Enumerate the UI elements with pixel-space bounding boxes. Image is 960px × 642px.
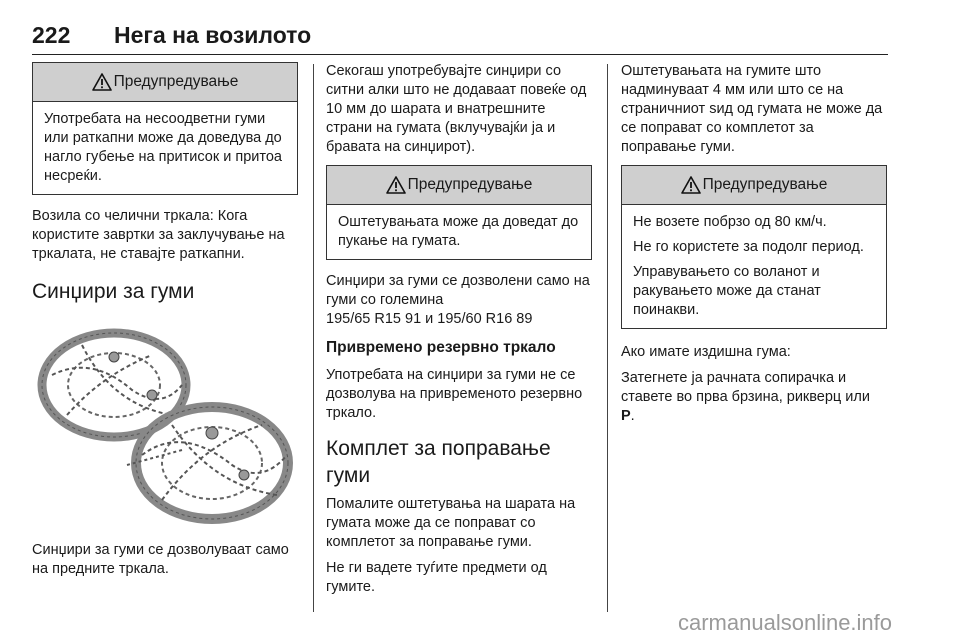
column-divider	[607, 64, 608, 612]
warning-body	[33, 102, 297, 194]
column-3	[621, 62, 887, 433]
tire-sizes: 195/65 R15 91 и 195/60 R16 89	[326, 311, 533, 327]
paragraph	[621, 369, 887, 426]
column-divider	[313, 64, 314, 612]
warning-box	[326, 165, 592, 260]
page-number: 222	[32, 22, 71, 48]
paragraph-text: Затегнете ја рачната сопирачка и ставете во прва брзина, рикверц или	[621, 370, 870, 405]
warning-text: Оштетувањата може да доведат до пукање на гумата.	[338, 214, 579, 249]
warning-header	[327, 166, 591, 205]
warning-header	[33, 63, 297, 102]
paragraph: Возила со челични тркала: Кога користите завртки за заклучување на тркалата, не ставајте раткапни.	[32, 208, 285, 262]
warning-text: Употребата на несоодветни гуми или раткапни може да доведува до нагло губење на притисок и притоа несреќи.	[44, 111, 282, 184]
warning-text: Не го користете за подолг период.	[633, 239, 864, 255]
warning-text: Не возете побрзо од 80 км/ч.	[633, 214, 827, 230]
chapter-title: Нега на возилото	[114, 22, 312, 48]
section-title: Синџири за гуми	[32, 280, 195, 303]
warning-title: Предупредување	[407, 176, 533, 193]
tire-chains-image	[32, 315, 298, 531]
warning-triangle-icon	[681, 176, 701, 194]
paragraph: Оштетувањата на гумите што надминуваат 4 мм или што се на страничниот ѕид од гумата не може да се поправат со комплетот за поправање гуми.	[621, 63, 883, 155]
page-header	[32, 14, 888, 55]
warning-triangle-icon	[92, 73, 112, 91]
warning-body	[327, 205, 591, 259]
paragraph-line: Синџири за гуми се дозволени само на гуми со големина	[326, 273, 590, 308]
gear-p-label: P	[621, 408, 631, 424]
tire-chains-illustration	[32, 315, 298, 531]
warning-box	[621, 165, 887, 329]
subheading: Привремено резервно тркало	[326, 339, 556, 356]
paragraph: Секогаш употребувајте синџири со ситни алки што не додаваат повеќе од 10 мм до шарата и внатрешните страни на гумата (вклучувајќи ја и бравата на синџирот).	[326, 63, 587, 155]
warning-text: Управувањето со воланот и ракувањето може да станат поинакви.	[633, 264, 821, 318]
warning-title: Предупредување	[702, 176, 828, 193]
warning-body	[622, 205, 886, 328]
column-2	[326, 62, 592, 604]
column-1	[32, 62, 298, 586]
warning-title: Предупредување	[113, 73, 239, 90]
warning-header	[622, 166, 886, 205]
watermark: carmanualsonline.info	[678, 610, 893, 635]
paragraph: Употребата на синџири за гуми не се дозволува на привременото резервно тркало.	[326, 367, 583, 421]
figure-caption: Синџири за гуми се дозволуваат само на предните тркала.	[32, 542, 289, 577]
warning-triangle-icon	[386, 176, 406, 194]
paragraph	[326, 272, 592, 329]
paragraph: Не ги вадете туѓите предмети од гумите.	[326, 560, 547, 595]
paragraph-end: .	[630, 408, 635, 424]
paragraph: Помалите оштетувања на шарата на гумата може да се поправат со комплетот за поправање гуми.	[326, 496, 576, 550]
paragraph: Ако имате издишна гума:	[621, 344, 791, 360]
section-title: Комплет за поправање гуми	[326, 437, 551, 487]
warning-box	[32, 62, 298, 195]
